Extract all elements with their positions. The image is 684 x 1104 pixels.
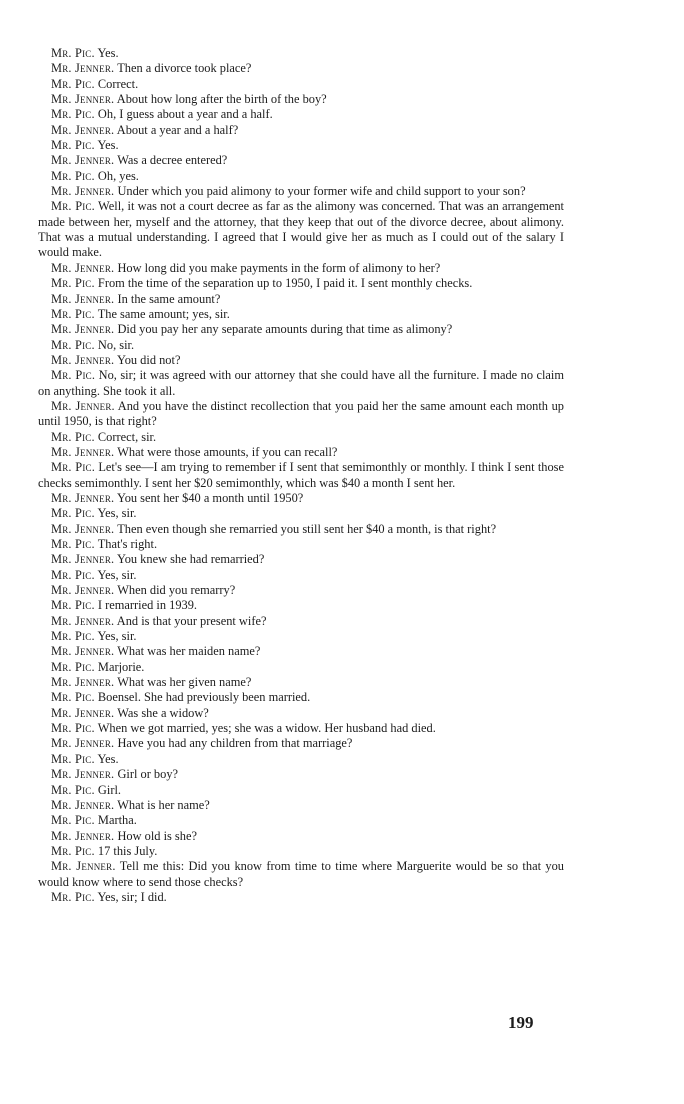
speaker-label: Mr. Jenner. <box>51 613 115 628</box>
speaker-label: Mr. Pic. <box>51 460 96 475</box>
statement-text: Then even though she remarried you still sent her $40 a month, is that right? <box>117 521 497 536</box>
speaker-label: Mr. Jenner. <box>51 675 115 690</box>
statement-text: What were those amounts, if you can recall? <box>117 444 338 459</box>
statement-text: Was a decree entered? <box>117 153 228 168</box>
testimony-paragraph <box>38 307 564 322</box>
speaker-label: Mr. Pic. <box>51 138 95 153</box>
statement-text: No, sir; it was agreed with our attorney that she could have all the furniture. I made no claim on anything. She took it all. <box>38 368 564 398</box>
speaker-label: Mr. Pic. <box>51 889 95 904</box>
speaker-label: Mr. Jenner. <box>51 291 115 306</box>
testimony-paragraph <box>38 506 564 521</box>
speaker-label: Mr. Pic. <box>51 429 95 444</box>
statement-text: Martha. <box>97 813 137 828</box>
testimony-paragraph <box>38 568 564 583</box>
statement-text: Oh, I guess about a year and a half. <box>97 107 273 122</box>
speaker-label: Mr. Jenner. <box>51 797 115 812</box>
speaker-label: Mr. Jenner. <box>51 322 115 337</box>
testimony-paragraph <box>38 552 564 567</box>
statement-text: In the same amount? <box>117 291 221 306</box>
statement-text: Girl or boy? <box>117 767 179 782</box>
testimony-paragraph <box>38 107 564 122</box>
statement-text: Have you had any children from that marriage? <box>117 736 353 751</box>
speaker-label: Mr. Jenner. <box>51 260 115 275</box>
statement-text: What was her maiden name? <box>117 644 261 659</box>
speaker-label: Mr. Pic. <box>51 306 95 321</box>
page-number: 199 <box>508 1013 534 1032</box>
testimony-paragraph <box>38 123 564 138</box>
testimony-paragraph <box>38 276 564 291</box>
testimony-paragraph <box>38 614 564 629</box>
statement-text: You sent her $40 a month until 1950? <box>116 490 304 505</box>
speaker-label: Mr. Jenner. <box>51 184 115 199</box>
speaker-label: Mr. Pic. <box>51 659 95 674</box>
statement-text: Marjorie. <box>97 659 145 674</box>
statement-text: About a year and a half? <box>116 122 239 137</box>
testimony-paragraph <box>38 199 564 260</box>
speaker-label: Mr. Pic. <box>51 168 95 183</box>
statement-text: When we got married, yes; she was a widow. Her husband had died. <box>97 721 436 736</box>
speaker-label: Mr. Pic. <box>51 751 95 766</box>
speaker-label: Mr. Pic. <box>51 199 95 214</box>
speaker-label: Mr. Pic. <box>51 813 95 828</box>
speaker-label: Mr. Pic. <box>51 337 95 352</box>
speaker-label: Mr. Pic. <box>51 46 95 60</box>
statement-text: You knew she had remarried? <box>116 552 265 567</box>
speaker-label: Mr. Pic. <box>51 598 95 613</box>
testimony-paragraph <box>38 813 564 828</box>
testimony-paragraph <box>38 721 564 736</box>
speaker-label: Mr. Jenner. <box>51 859 116 874</box>
statement-text: Oh, yes. <box>97 168 139 183</box>
testimony-paragraph <box>38 583 564 598</box>
testimony-paragraph <box>38 338 564 353</box>
speaker-label: Mr. Jenner. <box>51 352 115 367</box>
testimony-paragraph <box>38 859 564 890</box>
testimony-paragraph <box>38 829 564 844</box>
statement-text: From the time of the separation up to 1950, I paid it. I sent monthly checks. <box>97 276 473 291</box>
speaker-label: Mr. Jenner. <box>51 92 115 107</box>
testimony-paragraph <box>38 92 564 107</box>
speaker-label: Mr. Jenner. <box>51 828 115 843</box>
testimony-paragraph <box>38 430 564 445</box>
speaker-label: Mr. Pic. <box>51 629 95 644</box>
statement-text: Was she a widow? <box>117 705 209 720</box>
speaker-label: Mr. Jenner. <box>51 521 115 536</box>
testimony-paragraph <box>38 184 564 199</box>
speaker-label: Mr. Pic. <box>51 567 95 582</box>
speaker-label: Mr. Jenner. <box>51 153 115 168</box>
testimony-paragraph <box>38 798 564 813</box>
testimony-paragraph <box>38 153 564 168</box>
statement-text: That's right. <box>97 537 158 551</box>
testimony-paragraph <box>38 322 564 337</box>
statement-text: And you have the distinct recollection that you paid her the same amount each month up until 1950, is that right? <box>38 398 564 429</box>
statement-text: Yes, sir. <box>97 567 137 582</box>
statement-text: How old is she? <box>117 828 197 843</box>
statement-text: Yes, sir. <box>97 506 137 521</box>
statement-text: And is that your present wife? <box>116 613 267 628</box>
testimony-paragraph <box>38 522 564 537</box>
testimony-paragraph <box>38 752 564 767</box>
statement-text: When did you remarry? <box>117 583 236 598</box>
testimony-paragraph <box>38 844 564 859</box>
testimony-paragraph <box>38 261 564 276</box>
statement-text: Tell me this: Did you know from time to time where Marguerite would be so that you would know where to send those checks? <box>38 859 564 889</box>
testimony-paragraph <box>38 445 564 460</box>
statement-text: How long did you make payments in the form of alimony to her? <box>117 260 441 275</box>
testimony-paragraph <box>38 706 564 721</box>
speaker-label: Mr. Pic. <box>51 721 95 736</box>
speaker-label: Mr. Jenner. <box>51 736 115 751</box>
statement-text: Boensel. She had previously been married. <box>97 690 311 705</box>
testimony-paragraph <box>38 690 564 705</box>
statement-text: Under which you paid alimony to your former wife and child support to your son? <box>117 184 526 199</box>
statement-text: What is her name? <box>117 797 210 812</box>
testimony-paragraph <box>38 890 564 905</box>
speaker-label: Mr. Pic. <box>51 506 95 521</box>
testimony-paragraph <box>38 353 564 368</box>
testimony-paragraph <box>38 61 564 76</box>
statement-text: Yes, sir; I did. <box>97 889 167 904</box>
testimony-paragraph <box>38 767 564 782</box>
speaker-label: Mr. Jenner. <box>51 644 115 659</box>
speaker-label: Mr. Jenner. <box>51 122 115 137</box>
speaker-label: Mr. Jenner. <box>51 705 115 720</box>
testimony-paragraph <box>38 660 564 675</box>
testimony-paragraph <box>38 629 564 644</box>
statement-text: You did not? <box>116 352 181 367</box>
testimony-paragraph <box>38 491 564 506</box>
statement-text: I remarried in 1939. <box>97 598 198 613</box>
testimony-paragraph <box>38 783 564 798</box>
speaker-label: Mr. Pic. <box>51 76 95 91</box>
statement-text: Then a divorce took place? <box>117 61 252 76</box>
speaker-label: Mr. Jenner. <box>51 583 115 598</box>
statement-text: The same amount; yes, sir. <box>97 306 230 321</box>
speaker-label: Mr. Jenner. <box>51 767 115 782</box>
testimony-paragraph <box>38 644 564 659</box>
testimony-paragraph <box>38 368 564 399</box>
speaker-label: Mr. Jenner. <box>51 444 115 459</box>
testimony-paragraph <box>38 736 564 751</box>
statement-text: Did you pay her any separate amounts during that time as alimony? <box>117 322 453 337</box>
statement-text: Girl. <box>97 782 121 797</box>
statement-text: No, sir. <box>97 337 135 352</box>
statement-text: About how long after the birth of the boy? <box>116 92 327 107</box>
testimony-paragraph <box>38 77 564 92</box>
testimony-paragraph <box>38 460 564 491</box>
speaker-label: Mr. Jenner. <box>51 398 115 413</box>
testimony-paragraph <box>38 399 564 430</box>
speaker-label: Mr. Pic. <box>51 782 95 797</box>
speaker-label: Mr. Pic. <box>51 843 95 858</box>
speaker-label: Mr. Jenner. <box>51 490 115 505</box>
testimony-paragraph <box>38 675 564 690</box>
speaker-label: Mr. Pic. <box>51 276 95 291</box>
statement-text: Yes. <box>97 46 119 60</box>
speaker-label: Mr. Pic. <box>51 368 96 383</box>
statement-text: Yes. <box>97 138 119 153</box>
statement-text: Let's see—I am trying to remember if I sent that semimonthly or monthly. I think I sent those checks semimonthly. I sent her $20 semimonthly, which was $40 a month I sent her. <box>38 460 564 490</box>
testimony-paragraph <box>38 598 564 613</box>
speaker-label: Mr. Pic. <box>51 690 95 705</box>
statement-text: 17 this July. <box>97 843 158 858</box>
testimony-paragraph <box>38 46 564 61</box>
testimony-transcript <box>38 46 564 905</box>
testimony-paragraph <box>38 292 564 307</box>
statement-text: Yes. <box>97 751 119 766</box>
statement-text: What was her given name? <box>117 675 252 690</box>
speaker-label: Mr. Pic. <box>51 107 95 122</box>
statement-text: Well, it was not a court decree as far as the alimony was concerned. That was an arrangement made between her, myself and the attorney, that they keep that out of the divorce decree, about alimony. That was a mutual understanding. I agreed that I would give her as much as I could out of the salary I would make. <box>38 199 564 260</box>
statement-text: Yes, sir. <box>97 629 137 644</box>
statement-text: Correct. <box>97 76 139 91</box>
speaker-label: Mr. Jenner. <box>51 552 115 567</box>
testimony-paragraph <box>38 169 564 184</box>
speaker-label: Mr. Jenner. <box>51 61 115 76</box>
testimony-paragraph <box>38 537 564 552</box>
statement-text: Correct, sir. <box>97 429 157 444</box>
speaker-label: Mr. Pic. <box>51 537 95 551</box>
testimony-paragraph <box>38 138 564 153</box>
